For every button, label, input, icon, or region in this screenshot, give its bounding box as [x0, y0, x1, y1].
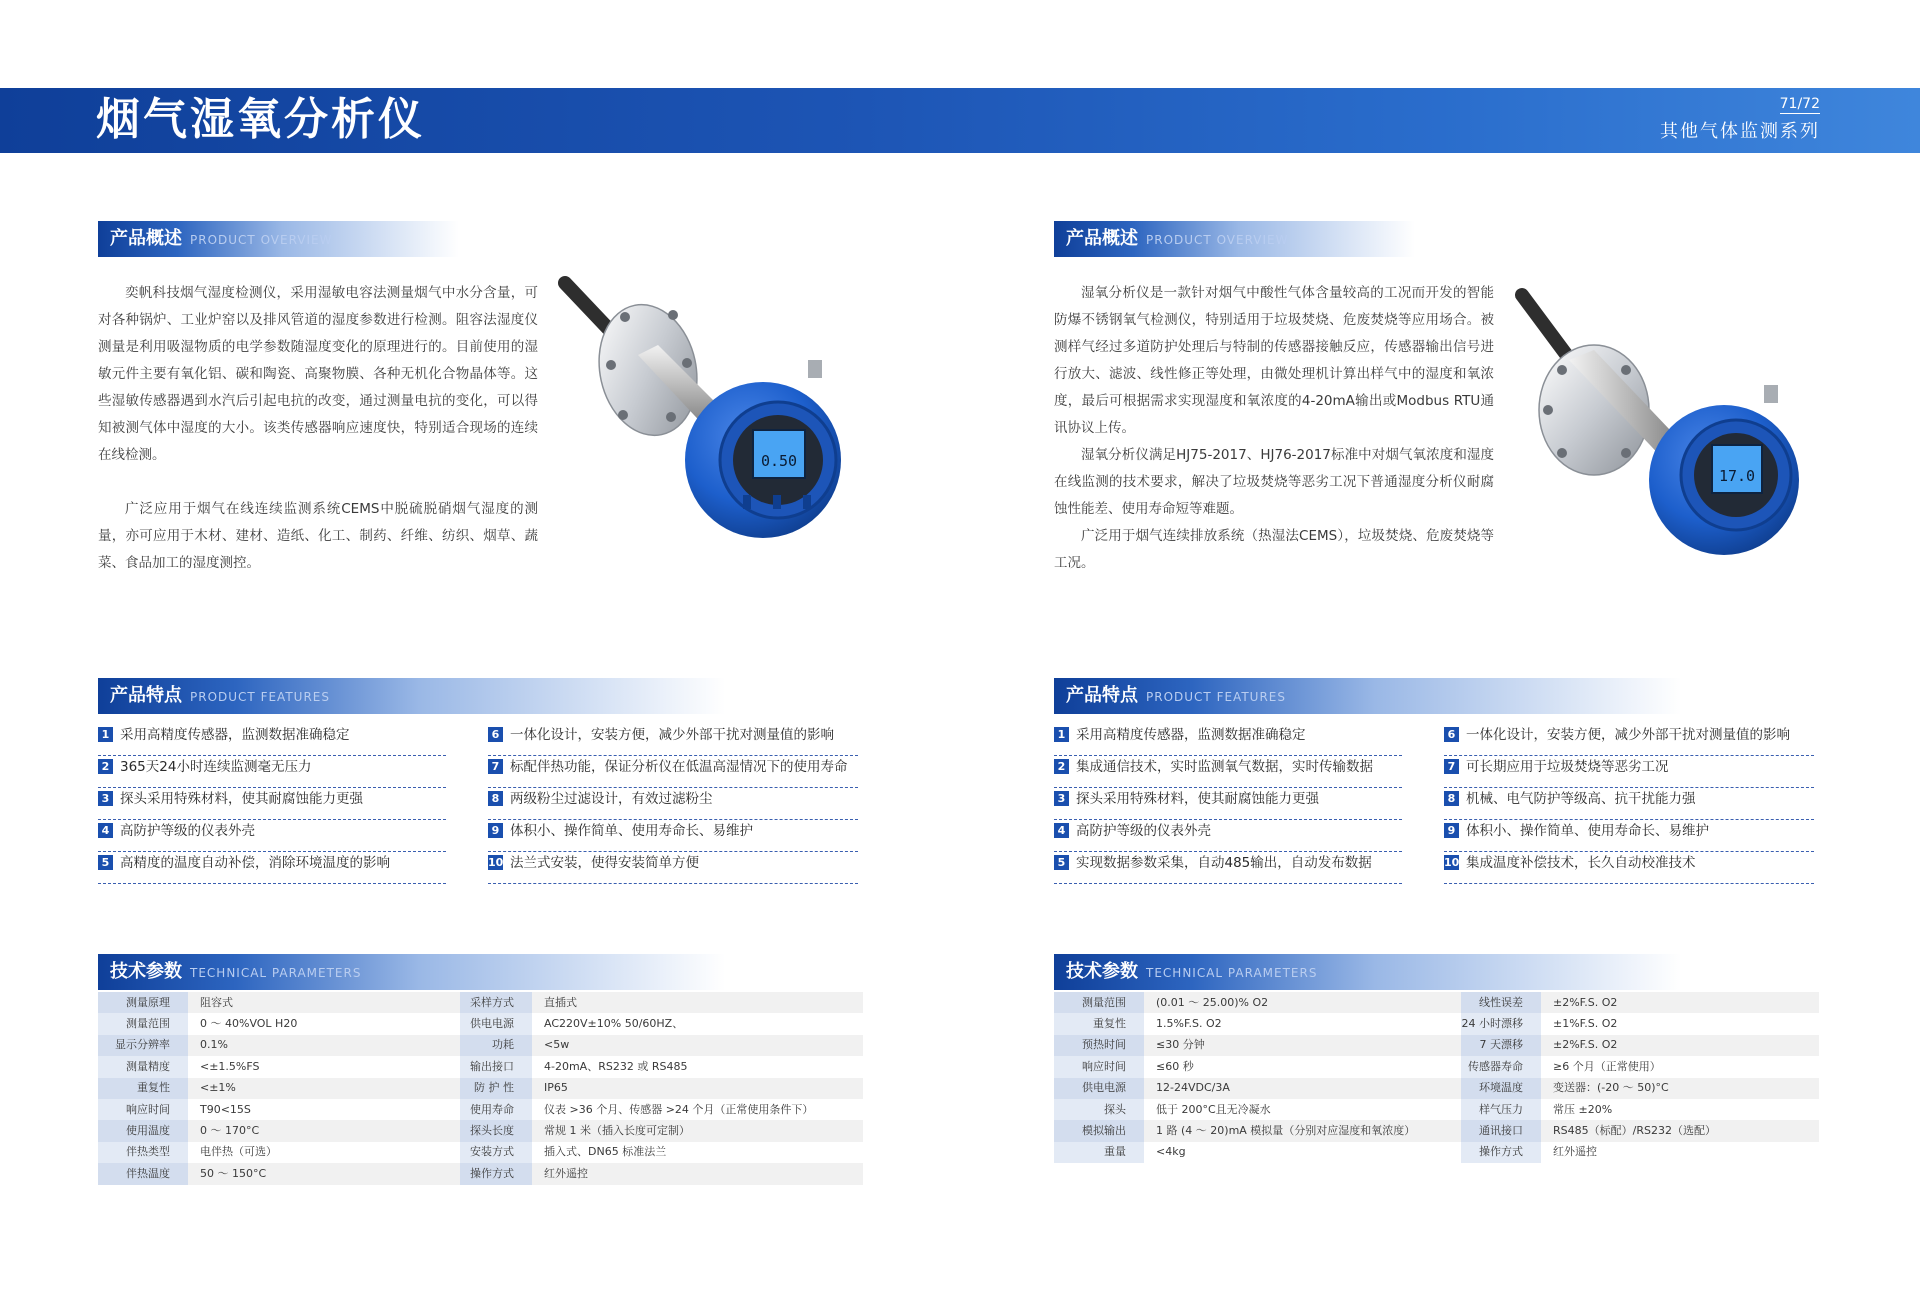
overview-heading: [1054, 221, 1494, 257]
overview-paragraph: 广泛应用于烟气在线连续监测系统CEMS中脱硫脱硝烟气湿度的测量，亦可应用于木材、建材、造纸、化工、制药、纤维、纺织、烟草、蔬菜、食品加工的湿度测控。: [98, 501, 538, 571]
table-row: [1054, 992, 1819, 1013]
param-value: 变送器：(-20 ～ 50)°C: [1541, 1078, 1819, 1099]
overview-title: 产品概述: [1066, 228, 1138, 249]
param-label: 重复性: [98, 1078, 188, 1099]
overview-text: [1054, 280, 1494, 577]
humidity-analyzer-image: [553, 265, 973, 595]
params-title: 技术参数: [1066, 961, 1138, 982]
param-label: 操作方式: [1461, 1142, 1541, 1163]
table-row: [98, 1120, 863, 1141]
param-value: 仪表 >36 个月、传感器 >24 个月（正常使用条件下）: [532, 1099, 863, 1120]
param-label: 7 天漂移: [1461, 1035, 1541, 1056]
feature-item: 4 高防护等级的仪表外壳: [98, 820, 446, 852]
param-label: 伴热类型: [98, 1142, 188, 1163]
overview-text: [98, 280, 538, 577]
param-label: 测量精度: [98, 1056, 188, 1077]
param-value: (0.01 ～ 25.00)% O2: [1144, 992, 1461, 1013]
param-value: 12-24VDC/3A: [1144, 1078, 1461, 1099]
param-label: 线性误差: [1461, 992, 1541, 1013]
param-value: 插入式、DN65 标准法兰: [532, 1142, 863, 1163]
feature-item: 10 集成温度补偿技术，长久自动校准技术: [1444, 852, 1814, 884]
param-value: <±1.5%FS: [188, 1056, 460, 1077]
table-row: [98, 1056, 863, 1077]
param-value: 红外遥控: [1541, 1142, 1819, 1163]
params-heading: [98, 954, 863, 990]
table-row: [98, 1078, 863, 1099]
overview-title-en: PRODUCT OVERVIEW: [190, 233, 333, 247]
params-title-en: TECHNICAL PARAMETERS: [1146, 966, 1318, 980]
param-label: 防 护 性: [460, 1078, 532, 1099]
table-row: [1054, 1142, 1819, 1163]
param-value: 阻容式: [188, 992, 460, 1013]
param-label: 响应时间: [98, 1099, 188, 1120]
feature-number: 4: [1054, 823, 1069, 838]
feature-item: 3 探头采用特殊材料，使其耐腐蚀能力更强: [98, 788, 446, 820]
param-label: 采样方式: [460, 992, 532, 1013]
param-value: RS485（标配）/RS232（选配）: [1541, 1120, 1819, 1141]
features-title-en: PRODUCT FEATURES: [1146, 690, 1286, 704]
table-row: [1054, 1120, 1819, 1141]
series-name: 其他气体监测系列: [1660, 121, 1820, 142]
features-heading: [1054, 678, 1819, 714]
feature-item: 5 实现数据参数采集，自动485输出，自动发布数据: [1054, 852, 1402, 884]
feature-number: 1: [1054, 727, 1069, 742]
param-label: 操作方式: [460, 1163, 532, 1184]
param-value: 低于 200°C且无冷凝水: [1144, 1099, 1461, 1120]
page-title: 烟气湿氧分析仪: [96, 94, 425, 145]
feature-number: 8: [488, 791, 503, 806]
param-value: 直插式: [532, 992, 863, 1013]
feature-item: 8 机械、电气防护等级高、抗干扰能力强: [1444, 788, 1814, 820]
features-title: 产品特点: [110, 685, 182, 706]
feature-item: 7 可长期应用于垃圾焚烧等恶劣工况: [1444, 756, 1814, 788]
feature-number: 3: [98, 791, 113, 806]
param-label: 环境温度: [1461, 1078, 1541, 1099]
param-label: 安装方式: [460, 1142, 532, 1163]
param-label: 重复性: [1054, 1013, 1144, 1034]
param-value: 常规 1 米（插入长度可定制）: [532, 1120, 863, 1141]
feature-item: 9 体积小、操作简单、使用寿命长、易维护: [1444, 820, 1814, 852]
param-label: 输出接口: [460, 1056, 532, 1077]
param-value: ≤30 分钟: [1144, 1035, 1461, 1056]
param-label: 探头: [1054, 1099, 1144, 1120]
feature-number: 7: [488, 759, 503, 774]
overview-paragraph: 奕帆科技烟气湿度检测仪，采用湿敏电容法测量烟气中水分含量，可对各种锅炉、工业炉窑以及排风管道的湿度参数进行检测。阻容法湿度仪测量是利用吸湿物质的电学参数随湿度变化的原理进行的。目前使用的湿敏元件主要有氧化铝、碳和陶瓷、高聚物膜、各种无机化合物晶体等。这些湿敏传感器遇到水汽后引起电抗的改变，通过测量电抗的变化，可以得知被测气体中湿度的大小。该类传感器响应速度快，特别适合现场的连续在线检测。: [98, 285, 538, 463]
params-title-en: TECHNICAL PARAMETERS: [190, 966, 362, 980]
feature-number: 6: [488, 727, 503, 742]
param-value: ≥6 个月（正常使用）: [1541, 1056, 1819, 1077]
param-value: IP65: [532, 1078, 863, 1099]
param-label: 伴热温度: [98, 1163, 188, 1184]
param-value: ±2%F.S. O2: [1541, 992, 1819, 1013]
param-value: <5w: [532, 1035, 863, 1056]
param-value: T90<15S: [188, 1099, 460, 1120]
table-row: [1054, 1035, 1819, 1056]
param-value: 50 ～ 150°C: [188, 1163, 460, 1184]
features-title-en: PRODUCT FEATURES: [190, 690, 330, 704]
table-row: [1054, 1013, 1819, 1034]
table-row: [1054, 1099, 1819, 1120]
param-label: 测量范围: [1054, 992, 1144, 1013]
feature-item: 6 一体化设计，安装方便，减少外部干扰对测量值的影响: [488, 724, 858, 756]
table-row: [98, 1035, 863, 1056]
params-heading: [1054, 954, 1819, 990]
param-label: 样气压力: [1461, 1099, 1541, 1120]
features-title: 产品特点: [1066, 685, 1138, 706]
device-display-value: 17.0: [1718, 467, 1756, 485]
feature-item: 8 两级粉尘过滤设计，有效过滤粉尘: [488, 788, 858, 820]
param-value: 红外遥控: [532, 1163, 863, 1184]
feature-number: 10: [1444, 856, 1460, 869]
param-value: <4kg: [1144, 1142, 1461, 1163]
feature-number: 7: [1444, 759, 1459, 774]
left-column: [98, 0, 868, 1311]
param-value: ≤60 秒: [1144, 1056, 1461, 1077]
overview-title-en: PRODUCT OVERVIEW: [1146, 233, 1289, 247]
overview-heading: [98, 221, 538, 257]
param-value: 1.5%F.S. O2: [1144, 1013, 1461, 1034]
feature-number: 6: [1444, 727, 1459, 742]
table-row: [98, 1142, 863, 1163]
table-row: [98, 1163, 863, 1184]
feature-item: 2 365天24小时连续监测毫无压力: [98, 756, 446, 788]
param-label: 探头长度: [460, 1120, 532, 1141]
param-label: 预热时间: [1054, 1035, 1144, 1056]
param-value: 常压 ±20%: [1541, 1099, 1819, 1120]
feature-number: 5: [98, 855, 113, 870]
feature-number: 10: [488, 856, 504, 869]
table-row: [98, 992, 863, 1013]
features-heading: [98, 678, 863, 714]
param-value: <±1%: [188, 1078, 460, 1099]
param-value: 电伴热（可选）: [188, 1142, 460, 1163]
param-label: 响应时间: [1054, 1056, 1144, 1077]
feature-number: 1: [98, 727, 113, 742]
feature-number: 8: [1444, 791, 1459, 806]
param-label: 功耗: [460, 1035, 532, 1056]
param-value: AC220V±10% 50/60HZ、: [532, 1013, 863, 1034]
overview-paragraph: 湿氧分析仪是一款针对烟气中酸性气体含量较高的工况而开发的智能防爆不锈钢氧气检测仪，特别适用于垃圾焚烧、危废焚烧等应用场合。被测样气经过多道防护处理后与特制的传感器接触反应，传感器输出信号进行放大、滤波、线性修正等处理，由微处理机计算出样气中的湿度和氧浓度，最后可根据需求实现湿度和氧浓度的4-20mA输出或Modbus RTU通讯协议上传。: [1054, 285, 1494, 436]
table-row: [98, 1013, 863, 1034]
page-number: 71/72: [1779, 96, 1820, 112]
feature-number: 2: [98, 759, 113, 774]
table-row: [1054, 1056, 1819, 1077]
param-label: 传感器寿命: [1461, 1056, 1541, 1077]
param-value: 4-20mA、RS232 或 RS485: [532, 1056, 863, 1077]
feature-item: 4 高防护等级的仪表外壳: [1054, 820, 1402, 852]
param-label: 24 小时漂移: [1461, 1013, 1541, 1034]
feature-number: 5: [1054, 855, 1069, 870]
overview-paragraph: 广泛用于烟气连续排放系统（热湿法CEMS），垃圾焚烧、危废焚烧等工况。: [1054, 528, 1494, 571]
feature-item: 10 法兰式安装，使得安装简单方便: [488, 852, 858, 884]
feature-item: 3 探头采用特殊材料，使其耐腐蚀能力更强: [1054, 788, 1402, 820]
feature-item: 1 采用高精度传感器，监测数据准确稳定: [1054, 724, 1402, 756]
param-label: 测量原理: [98, 992, 188, 1013]
param-value: 1 路 (4 ～ 20)mA 模拟量（分别对应湿度和氧浓度）: [1144, 1120, 1461, 1141]
param-label: 重量: [1054, 1142, 1144, 1163]
param-value: 0 ～ 40%VOL H20: [188, 1013, 460, 1034]
param-label: 模拟输出: [1054, 1120, 1144, 1141]
param-label: 测量范围: [98, 1013, 188, 1034]
param-value: 0 ～ 170°C: [188, 1120, 460, 1141]
feature-item: 7 标配伴热功能，保证分析仪在低温高湿情况下的使用寿命: [488, 756, 858, 788]
param-value: ±1%F.S. O2: [1541, 1013, 1819, 1034]
params-table: [1054, 992, 1819, 1163]
param-value: ±2%F.S. O2: [1541, 1035, 1819, 1056]
feature-number: 3: [1054, 791, 1069, 806]
feature-item: 1 采用高精度传感器，监测数据准确稳定: [98, 724, 446, 756]
feature-item: 9 体积小、操作简单、使用寿命长、易维护: [488, 820, 858, 852]
feature-number: 9: [488, 823, 503, 838]
feature-number: 2: [1054, 759, 1069, 774]
feature-number: 9: [1444, 823, 1459, 838]
overview-paragraph: 湿氧分析仪满足HJ75-2017、HJ76-2017标准中对烟气氧浓度和湿度在线监测的技术要求，解决了垃圾焚烧等恶劣工况下普通湿度分析仪耐腐蚀性能差、使用寿命短等难题。: [1054, 447, 1494, 517]
param-label: 显示分辨率: [98, 1035, 188, 1056]
params-title: 技术参数: [110, 961, 182, 982]
param-label: 通讯接口: [1461, 1120, 1541, 1141]
param-label: 供电电源: [1054, 1078, 1144, 1099]
param-label: 供电电源: [460, 1013, 532, 1034]
right-column: [1054, 0, 1824, 1311]
param-label: 使用寿命: [460, 1099, 532, 1120]
param-label: 使用温度: [98, 1120, 188, 1141]
feature-item: 2 集成通信技术，实时监测氧气数据，实时传输数据: [1054, 756, 1402, 788]
params-table: [98, 992, 863, 1185]
feature-number: 4: [98, 823, 113, 838]
overview-title: 产品概述: [110, 228, 182, 249]
table-row: [98, 1099, 863, 1120]
device-display-value: 0.50: [760, 452, 798, 470]
param-value: 0.1%: [188, 1035, 460, 1056]
oxygen-analyzer-image: [1514, 285, 1920, 615]
feature-item: 6 一体化设计，安装方便，减少外部干扰对测量值的影响: [1444, 724, 1814, 756]
feature-item: 5 高精度的温度自动补偿，消除环境温度的影响: [98, 852, 446, 884]
table-row: [1054, 1078, 1819, 1099]
